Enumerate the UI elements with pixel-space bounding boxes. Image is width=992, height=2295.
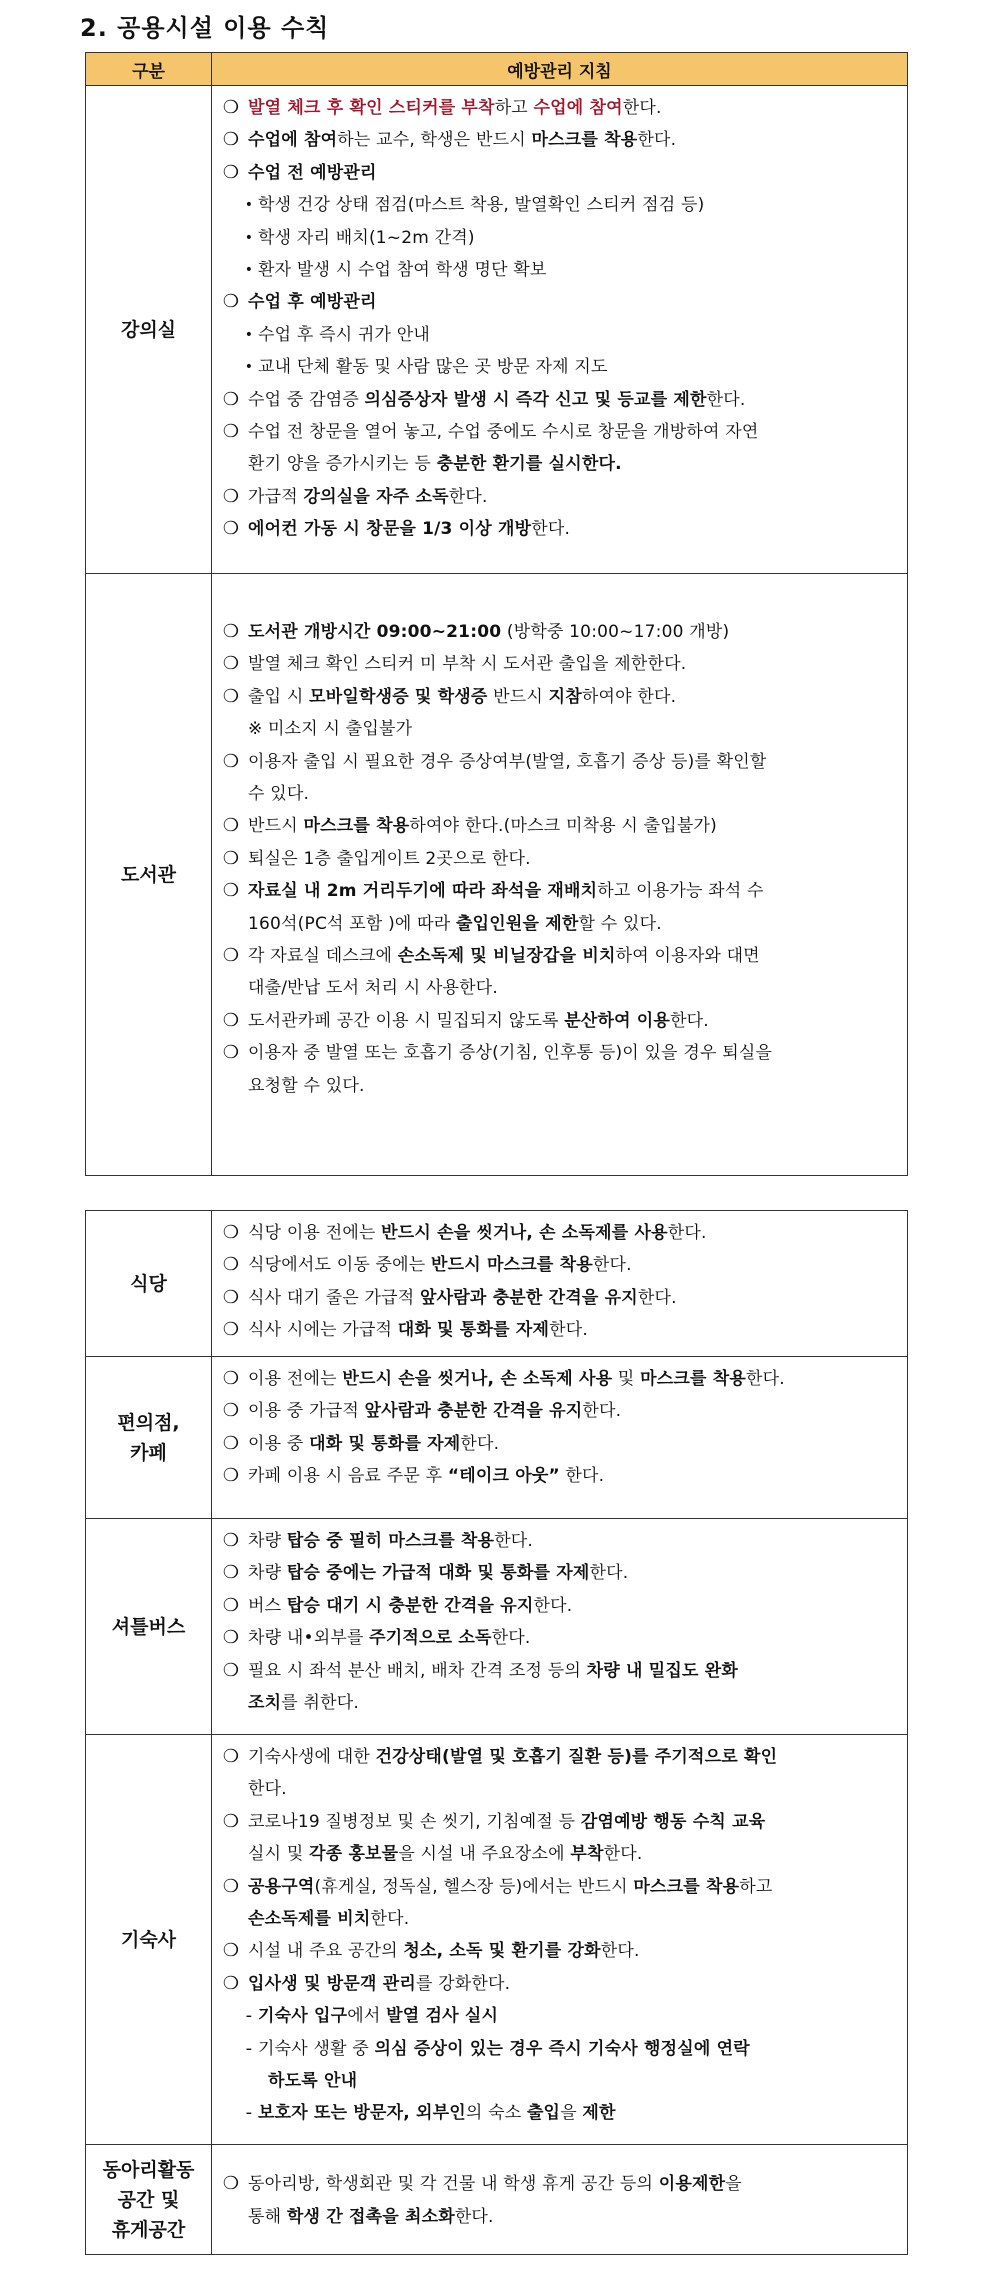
circle-bullet-icon: ❍ <box>222 1594 240 1616</box>
guideline-continuation <box>220 1070 899 1102</box>
category-label: 동아리활동 공간 및 휴게공간 <box>86 2145 212 2255</box>
guideline-text: 탑승 대기 시 충분한 간격을 유지 <box>286 1595 534 1616</box>
guideline-text: 각종 홍보물 <box>309 1844 399 1865</box>
guideline-text: 출입 <box>526 2103 561 2124</box>
guideline-text: 이용 중 가급적 <box>248 1401 365 1422</box>
guideline-text: 를 취한다. <box>281 1693 359 1714</box>
guideline-text: 하고 이용가능 좌석 수 <box>597 881 764 902</box>
guideline-text: 앞사람과 충분한 간격을 유지 <box>420 1287 638 1308</box>
guideline-item <box>220 1314 899 1346</box>
guideline-item <box>220 1217 899 1249</box>
header-category: 구분 <box>86 53 212 86</box>
guideline-text: 부착 <box>570 1844 604 1865</box>
guideline-item <box>220 648 899 680</box>
guideline-text: 에서 <box>347 2006 387 2027</box>
guideline-text: 한다. <box>600 1941 640 1962</box>
section-row-convenience-cafe <box>86 1357 908 1519</box>
guideline-text: 손소독제를 비치 <box>248 1909 371 1930</box>
guideline-text: 환자 발생 시 수업 참여 학생 명단 확보 <box>258 260 547 281</box>
guideline-text: 한다. <box>549 1320 588 1341</box>
guideline-text: 반드시 손을 씻거나, 손 소독제를 사용 <box>381 1223 668 1243</box>
facility-table-1 <box>85 52 908 1176</box>
facility-table-2 <box>85 1210 908 2255</box>
guideline-text: (휴게실, 정독실, 헬스장 등)에서는 반드시 <box>314 1876 634 1897</box>
circle-bullet-icon: ❍ <box>222 847 240 869</box>
guideline-text: 제한 <box>582 2103 616 2124</box>
category-label: 셔틀버스 <box>86 1519 212 1735</box>
guideline-text: 대출/반납 도서 처리 시 사용한다. <box>248 978 499 999</box>
guideline-text: 출입인원을 제한 <box>456 913 579 934</box>
guideline-continuation <box>220 778 899 810</box>
guideline-text: 코로나19 질병정보 및 손 씻기, 기침예절 등 <box>248 1811 581 1832</box>
guideline-item <box>220 746 899 778</box>
guideline-text: 발열 체크 후 확인 스티커를 부착 <box>248 98 495 118</box>
guideline-item <box>220 1249 899 1281</box>
guideline-text: 하도록 안내 <box>268 2071 358 2092</box>
guideline-text: 보호자 또는 방문자, 외부인 <box>258 2103 466 2124</box>
guideline-text: 반드시 마스크를 착용 <box>431 1255 593 1276</box>
guideline-text: 한다. <box>582 1401 622 1422</box>
guideline-text: 청소, 소독 및 환기를 강화 <box>403 1941 601 1962</box>
circle-bullet-icon: ❍ <box>222 1465 240 1487</box>
guideline-continuation <box>220 1687 899 1719</box>
section-row-lecture-room <box>86 86 908 574</box>
guideline-text: 반드시 손을 씻거나, 손 소독제 사용 <box>342 1369 613 1389</box>
guideline-text: 마스크를 착용 <box>531 130 638 151</box>
section-row-club-lounge <box>86 2145 908 2255</box>
guideline-text: 환기 양을 증가시키는 등 <box>248 454 437 475</box>
guideline-text: 차량 내•외부를 <box>248 1628 370 1649</box>
guideline-text: 식사 시에는 가급적 <box>248 1320 398 1341</box>
guideline-text: 한다. <box>706 389 746 410</box>
guideline-text: 대화 및 통화를 자제 <box>397 1320 550 1341</box>
circle-bullet-icon: ❍ <box>222 1286 240 1308</box>
guideline-item <box>220 1622 899 1654</box>
spacer <box>220 580 899 616</box>
circle-bullet-icon: ❍ <box>222 685 240 707</box>
circle-bullet-icon: ❍ <box>222 421 240 443</box>
guideline-text: 반드시 <box>248 816 304 837</box>
circle-bullet-icon: ❍ <box>222 388 240 410</box>
guideline-continuation <box>220 2201 899 2233</box>
guideline-text: 도서관 개방시간 09:00~21:00 <box>248 622 502 642</box>
guideline-text: 앞사람과 충분한 간격을 유지 <box>364 1401 583 1422</box>
guideline-text: 할 수 있다. <box>578 913 662 934</box>
circle-bullet-icon: ❍ <box>222 485 240 507</box>
guideline-text: 및 <box>612 1369 641 1389</box>
guideline-text: 자료실 내 2m 거리두기에 따라 좌석을 재배치 <box>248 881 598 902</box>
guideline-text: 분산하여 이용 <box>564 1010 671 1031</box>
guideline-item <box>220 1557 899 1589</box>
guideline-cell <box>212 1735 908 2145</box>
guideline-item <box>220 843 899 875</box>
guideline-text: 한다. <box>592 1255 632 1276</box>
circle-bullet-icon: ❍ <box>222 1810 240 1832</box>
circle-bullet-icon: ❍ <box>222 1254 240 1276</box>
guideline-item <box>220 416 899 448</box>
guideline-text: 하는 교수, 학생은 반드시 <box>337 130 532 151</box>
dot-bullet-icon: • <box>244 262 254 279</box>
circle-bullet-icon: ❍ <box>222 1042 240 1064</box>
guideline-subitem <box>220 351 899 383</box>
guideline-subitem <box>220 254 899 286</box>
guideline-continuation <box>220 972 899 1004</box>
guideline-text: 한다. <box>491 1628 531 1649</box>
guideline-text: 요청할 수 있다. <box>248 1075 365 1096</box>
guideline-cell <box>212 574 908 1176</box>
guideline-text: 카페 이용 시 음료 주문 후 <box>248 1466 448 1487</box>
guideline-text: 대화 및 통화를 자제 <box>309 1433 461 1454</box>
guideline-text: 시설 내 주요 공간의 <box>248 1941 404 1962</box>
guideline-text: 마스크를 착용 <box>633 1876 740 1897</box>
guideline-text: 이용자 출입 시 필요한 경우 증상여부(발열, 호흡기 증상 등)를 확인할 <box>248 751 767 772</box>
circle-bullet-icon: ❍ <box>222 880 240 902</box>
guideline-item <box>220 616 899 648</box>
guideline-item <box>220 681 899 713</box>
circle-bullet-icon: ❍ <box>222 129 240 151</box>
guideline-text: 주기적으로 소독 <box>369 1628 492 1649</box>
guideline-item <box>220 1935 899 1967</box>
circle-bullet-icon: ❍ <box>222 97 240 118</box>
guideline-cell <box>212 1519 908 1735</box>
guideline-dash-item <box>220 2000 899 2032</box>
circle-bullet-icon: ❍ <box>222 1562 240 1584</box>
guideline-text: 탑승 중 필히 마스크를 착용 <box>286 1531 495 1551</box>
guideline-text: 건강상태(발열 및 호흡기 질환 등)를 주기적으로 확인 <box>375 1747 778 1767</box>
guideline-text: ※ 미소지 시 출입불가 <box>248 719 413 740</box>
guideline-item <box>220 1968 899 2000</box>
guideline-text: 기숙사생에 대한 <box>248 1747 376 1767</box>
guideline-item <box>220 157 899 189</box>
page-title: 2. 공용시설 이용 수칙 <box>80 14 330 42</box>
guideline-text: 동아리방, 학생회관 및 각 건물 내 학생 휴게 공간 등의 <box>248 2174 659 2195</box>
circle-bullet-icon: ❍ <box>222 2173 240 2195</box>
guideline-text: 교내 단체 활동 및 사람 많은 곳 방문 자제 지도 <box>258 357 608 378</box>
guideline-text: 수업 후 예방관리 <box>248 292 377 313</box>
guideline-text: 한다. <box>460 1433 500 1454</box>
circle-bullet-icon: ❍ <box>222 653 240 675</box>
guideline-text: 한다. <box>531 519 571 540</box>
guideline-text: 감염예방 행동 수칙 교육 <box>580 1811 766 1832</box>
guideline-text: 공용구역 <box>248 1876 315 1897</box>
guideline-text: 한다. <box>622 98 662 118</box>
table-header-row <box>86 53 908 86</box>
guideline-text: 하여야 한다.(마스크 미착용 시 출입불가) <box>409 816 717 837</box>
guideline-text: 퇴실은 1층 출입게이트 2곳으로 한다. <box>248 848 531 869</box>
circle-bullet-icon: ❍ <box>222 1972 240 1994</box>
guideline-dash-item <box>220 2033 899 2065</box>
guideline-item <box>220 124 899 156</box>
guideline-text: 의심증상자 발생 시 즉각 신고 및 등교를 제한 <box>364 389 707 410</box>
guideline-text: 한다. <box>603 1844 643 1865</box>
guideline-text: 식당에서도 이동 중에는 <box>248 1255 432 1276</box>
guideline-text: 차량 내 밀집도 완화 <box>586 1660 738 1681</box>
category-label: 기숙사 <box>86 1735 212 2145</box>
guideline-item <box>220 1590 899 1622</box>
circle-bullet-icon: ❍ <box>222 1627 240 1649</box>
guideline-item <box>220 1428 899 1460</box>
guideline-item <box>220 513 899 545</box>
circle-bullet-icon: ❍ <box>222 750 240 772</box>
guideline-item <box>220 286 899 318</box>
guideline-item <box>220 810 899 842</box>
guideline-text: 필요 시 좌석 분산 배치, 배차 간격 조정 등의 <box>248 1660 587 1681</box>
guideline-cell <box>212 1211 908 1357</box>
guideline-item <box>220 384 899 416</box>
circle-bullet-icon: ❍ <box>222 815 240 837</box>
circle-bullet-icon: ❍ <box>222 1940 240 1962</box>
section-row-library <box>86 574 908 1176</box>
guideline-text: 버스 <box>248 1595 287 1616</box>
dot-bullet-icon: • <box>244 359 254 376</box>
guideline-text: 학생 건강 상태 점검(마스트 착용, 발열확인 스티커 점검 등) <box>258 195 705 216</box>
guideline-text: 수업 전 창문을 열어 놓고, 수업 중에도 수시로 창문을 개방하여 자연 <box>248 422 759 443</box>
circle-bullet-icon: ❍ <box>222 1875 240 1897</box>
guideline-text: 발열 검사 실시 <box>386 2006 499 2027</box>
category-label: 식당 <box>86 1211 212 1357</box>
guideline-continuation <box>220 908 899 940</box>
guideline-item <box>220 1655 899 1687</box>
circle-bullet-icon: ❍ <box>222 1319 240 1341</box>
circle-bullet-icon: ❍ <box>222 1432 240 1454</box>
guideline-continuation <box>220 2065 899 2097</box>
section-row-shuttle-bus <box>86 1519 908 1735</box>
guideline-text: 하여 이용자와 대면 <box>615 946 760 967</box>
guideline-cell <box>212 86 908 574</box>
guideline-cell <box>212 2145 908 2255</box>
guideline-text: 기숙사 생활 중 <box>258 2038 375 2059</box>
guideline-text: 을 <box>560 2103 583 2124</box>
guideline-text: 한다. <box>370 1909 410 1930</box>
category-label: 도서관 <box>86 574 212 1176</box>
guideline-text: 160석(PC석 포함 )에 따라 <box>248 913 457 934</box>
guideline-text: 을 시설 내 주요장소에 <box>398 1844 571 1865</box>
circle-bullet-icon: ❍ <box>222 161 240 183</box>
circle-bullet-icon: ❍ <box>222 1400 240 1422</box>
guideline-continuation <box>220 1838 899 1870</box>
guideline-text: 하고 <box>494 98 534 118</box>
guideline-continuation <box>220 1903 899 1935</box>
guideline-text: 에어컨 가동 시 창문을 1/3 이상 개방 <box>248 519 532 540</box>
guideline-text: 의심 증상이 있는 경우 즉시 기숙사 행정실에 연락 <box>374 2038 750 2059</box>
guideline-text: 입사생 및 방문객 관리 <box>248 1973 416 1994</box>
guideline-text: 한다. <box>589 1563 629 1584</box>
guideline-text: 통해 <box>248 2206 287 2227</box>
guideline-text: 수 있다. <box>248 784 310 805</box>
guideline-item <box>220 1395 899 1427</box>
guideline-text: (방학중 10:00~17:00 개방) <box>501 622 730 642</box>
guideline-text: 수업에 참여 <box>248 130 338 151</box>
guideline-continuation <box>220 448 899 480</box>
circle-bullet-icon: ❍ <box>222 291 240 313</box>
category-label: 강의실 <box>86 86 212 574</box>
guideline-text: 수업에 참여 <box>533 98 623 118</box>
guideline-item <box>220 940 899 972</box>
circle-bullet-icon: ❍ <box>222 1368 240 1389</box>
guideline-text: 하여야 한다. <box>581 686 677 707</box>
guideline-text: 한다. <box>454 2206 494 2227</box>
guideline-item <box>220 1871 899 1903</box>
guideline-text: 수업 전 예방관리 <box>248 162 377 183</box>
guideline-dash-item <box>220 2097 899 2129</box>
circle-bullet-icon: ❍ <box>222 1659 240 1681</box>
guideline-item <box>220 1525 899 1557</box>
dot-bullet-icon: • <box>244 229 254 246</box>
circle-bullet-icon: ❍ <box>222 518 240 540</box>
guideline-text: 차량 <box>248 1563 287 1584</box>
dash-bullet-icon: - <box>245 2037 253 2059</box>
guideline-text: 실시 및 <box>248 1844 310 1865</box>
guideline-item <box>220 1005 899 1037</box>
guideline-subitem <box>220 222 899 254</box>
header-guideline: 예방관리 지침 <box>212 53 908 86</box>
guideline-text: 수업 후 즉시 귀가 안내 <box>258 324 431 345</box>
guideline-text: 이용자 중 발열 또는 호흡기 증상(기침, 인후통 등)이 있을 경우 퇴실을 <box>248 1043 773 1064</box>
guideline-text: 수업 중 감염증 <box>248 389 365 410</box>
guideline-item <box>220 875 899 907</box>
circle-bullet-icon: ❍ <box>222 1530 240 1551</box>
guideline-text: “테이크 아웃” <box>447 1466 560 1487</box>
guideline-subitem <box>220 189 899 221</box>
guideline-text: 한다. <box>248 1779 287 1800</box>
guideline-item <box>220 2168 899 2200</box>
guideline-text: 학생 자리 배치(1~2m 간격) <box>258 227 475 248</box>
guideline-continuation <box>220 1773 899 1805</box>
guideline-text: 모바일학생증 및 학생증 <box>309 686 488 707</box>
dash-bullet-icon: - <box>245 2102 253 2124</box>
guideline-text: 하고 <box>739 1876 773 1897</box>
guideline-text: 을 <box>725 2174 742 2195</box>
guideline-text: 마스크를 착용 <box>303 816 410 837</box>
guideline-item <box>220 92 899 124</box>
guideline-text: 발열 체크 확인 스티커 미 부착 시 도서관 출입을 제한한다. <box>248 654 687 675</box>
guideline-text: 식당 이용 전에는 <box>248 1223 382 1243</box>
guideline-continuation <box>220 713 899 745</box>
guideline-text: 를 강화한다. <box>415 1973 511 1994</box>
guideline-text: 가급적 <box>248 486 304 507</box>
guideline-text: 강의실을 자주 소독 <box>303 486 449 507</box>
guideline-text: 이용제한 <box>658 2174 726 2195</box>
guideline-text: 출입 시 <box>248 686 310 707</box>
guideline-text: 지참 <box>548 686 582 707</box>
guideline-text: 이용 전에는 <box>248 1369 343 1389</box>
guideline-text: 한다. <box>637 1287 677 1308</box>
guideline-text: 한다. <box>559 1466 605 1487</box>
guideline-text: 의 숙소 <box>465 2103 527 2124</box>
guideline-text: 한다. <box>670 1010 709 1031</box>
guideline-text: 식사 대기 줄은 가급적 <box>248 1287 421 1308</box>
guideline-item <box>220 1282 899 1314</box>
guideline-item <box>220 1460 899 1492</box>
guideline-text: 충분한 환기를 실시한다. <box>436 454 622 475</box>
dash-bullet-icon: - <box>245 2005 253 2027</box>
guideline-item <box>220 1741 899 1773</box>
circle-bullet-icon: ❍ <box>222 1009 240 1031</box>
guideline-text: 한다. <box>637 130 677 151</box>
guideline-text: 한다. <box>746 1369 785 1389</box>
guideline-text: 차량 <box>248 1531 287 1551</box>
guideline-cell <box>212 1357 908 1519</box>
guideline-text: 마스크를 착용 <box>640 1369 746 1389</box>
section-row-cafeteria <box>86 1211 908 1357</box>
category-label: 편의점, 카페 <box>86 1357 212 1519</box>
circle-bullet-icon: ❍ <box>222 1222 240 1243</box>
dot-bullet-icon: • <box>244 326 254 343</box>
guideline-text: 반드시 <box>487 686 549 707</box>
guideline-text: 한다. <box>667 1223 707 1243</box>
guideline-text: 조치 <box>248 1693 282 1714</box>
guideline-text: 손소독제 및 비닐장갑을 비치 <box>397 946 616 967</box>
dot-bullet-icon: • <box>244 197 254 214</box>
circle-bullet-icon: ❍ <box>222 621 240 642</box>
guideline-text: 기숙사 입구 <box>258 2006 348 2027</box>
circle-bullet-icon: ❍ <box>222 1746 240 1767</box>
section-row-dormitory <box>86 1735 908 2145</box>
guideline-item <box>220 1037 899 1069</box>
guideline-subitem <box>220 319 899 351</box>
guideline-text: 한다. <box>494 1531 534 1551</box>
guideline-text: 도서관카페 공간 이용 시 밀집되지 않도록 <box>248 1010 565 1031</box>
guideline-text: 탑승 중에는 가급적 대화 및 통화를 자제 <box>286 1563 590 1584</box>
guideline-text: 학생 간 접촉을 최소화 <box>286 2206 455 2227</box>
guideline-text: 한다. <box>533 1595 573 1616</box>
guideline-text: 각 자료실 데스크에 <box>248 946 398 967</box>
guideline-item <box>220 481 899 513</box>
circle-bullet-icon: ❍ <box>222 945 240 967</box>
guideline-text: 이용 중 <box>248 1433 310 1454</box>
guideline-item <box>220 1363 899 1395</box>
guideline-text: 한다. <box>448 486 488 507</box>
guideline-item <box>220 1806 899 1838</box>
